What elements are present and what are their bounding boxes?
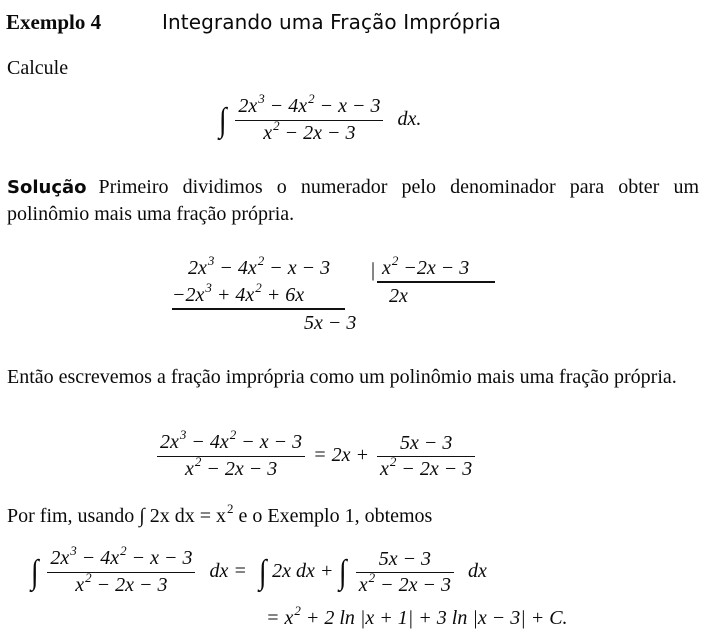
rewrite-paragraph: Então escrevemos a fração imprópria como um polinômio mais uma fração própria. bbox=[7, 366, 677, 388]
dx-equals: dx = bbox=[209, 560, 247, 583]
improper-numerator: $2x^3 - 4x^2 - x - 3$ bbox=[157, 430, 305, 457]
solution-text: Primeiro dividimos o numerador pelo denominador para obter um polinômio mais uma fração própria. bbox=[7, 176, 699, 225]
equation-integral bbox=[218, 91, 422, 147]
integrand-denominator: $x^2 - 2x - 3$ bbox=[75, 570, 168, 596]
improper-denominator: $x^2 - 2x - 3$ bbox=[184, 454, 278, 480]
proper-fraction bbox=[356, 547, 454, 599]
proper-fraction bbox=[377, 431, 475, 483]
example-title: Integrando uma Fração Imprópria bbox=[162, 10, 501, 34]
final-sentence-after: e o Exemplo 1, obtemos bbox=[233, 505, 433, 527]
integral-sign: ∫ bbox=[339, 553, 347, 591]
proper-denominator: $x^2 - 2x - 3$ bbox=[358, 569, 452, 596]
polynomial-integral: 2x dx + bbox=[272, 560, 334, 583]
polynomial-part: = 2x + bbox=[313, 444, 370, 467]
proper-numerator: 5x − 3 bbox=[356, 547, 454, 573]
equation-integration bbox=[30, 543, 487, 599]
prompt-text: Calcule bbox=[7, 57, 69, 79]
proper-numerator: 5x − 3 bbox=[377, 431, 475, 457]
integral-sign: ∫ bbox=[218, 101, 227, 139]
integral-sign: ∫ bbox=[30, 553, 39, 591]
division-dividend: $2x^3 - 4x^2 - x - 3$ bbox=[188, 253, 331, 279]
integrand-denominator: $x^2 - 2x - 3$ bbox=[263, 118, 356, 144]
equation-decomposition bbox=[154, 427, 478, 483]
division-quotient: 2x bbox=[389, 285, 408, 307]
subtraction-rule bbox=[172, 308, 345, 310]
division-bracket: | bbox=[371, 259, 376, 281]
example-label: Exemplo 4 bbox=[6, 10, 102, 34]
division-divisor: $x^2 -2x - 3$ bbox=[382, 253, 470, 279]
integral-sign: ∫ bbox=[258, 553, 267, 591]
proper-denominator: $x^2 - 2x - 3$ bbox=[380, 453, 473, 480]
improper-fraction bbox=[157, 427, 305, 483]
integrand-fraction bbox=[235, 91, 383, 147]
integrand-fraction bbox=[47, 543, 195, 599]
final-sentence bbox=[7, 501, 433, 528]
integrand-numerator: $2x^3 - 4x^2 - x - 3$ bbox=[235, 94, 383, 121]
final-sentence-exponent: 2 bbox=[226, 501, 234, 516]
divisor-rule bbox=[377, 281, 495, 283]
final-sentence-before: Por fim, usando ∫ 2x dx = x bbox=[7, 505, 226, 527]
division-remainder: 5x − 3 bbox=[304, 312, 357, 334]
differential: dx. bbox=[397, 108, 422, 131]
solution-label: Solução bbox=[7, 177, 87, 198]
integrand-numerator: $2x^3 - 4x^2 - x - 3$ bbox=[47, 546, 195, 573]
division-subtract: $-2x^3 + 4x^2 + 6x$ bbox=[172, 280, 305, 306]
example-heading bbox=[6, 10, 501, 35]
solution-paragraph bbox=[7, 174, 699, 228]
differential: dx bbox=[468, 560, 487, 583]
equation-result: = $x^2 + 2$ ln |x + 1| + 3 ln |x − 3| + C. bbox=[266, 603, 568, 629]
